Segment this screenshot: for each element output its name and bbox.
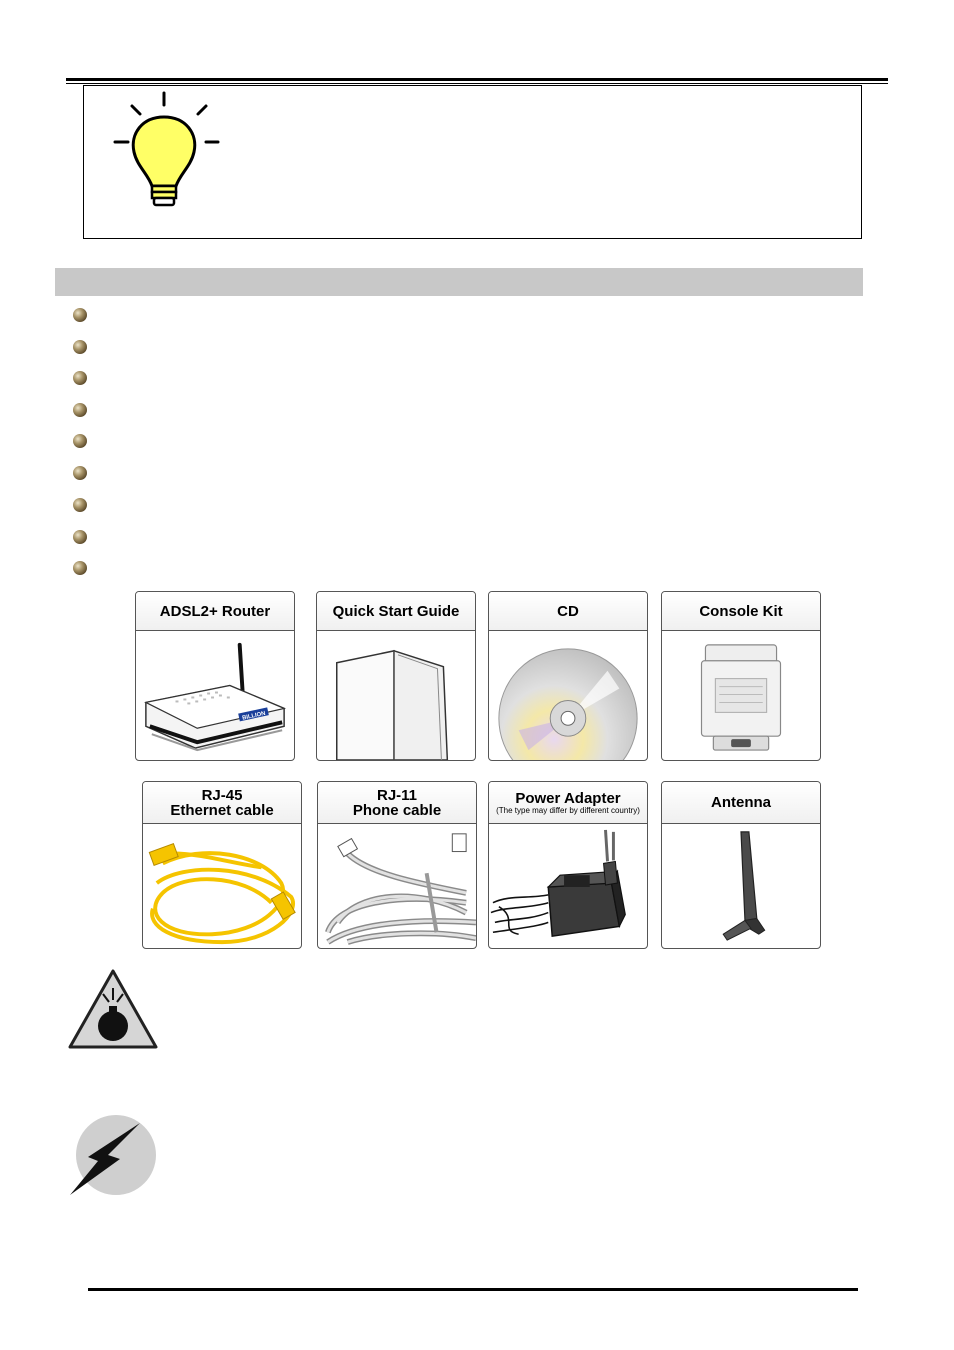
card-title: RJ-45 (201, 786, 243, 804)
package-card-console-kit (661, 591, 821, 761)
card-title: Quick Start Guide (332, 602, 460, 620)
power-adapter-icon (489, 824, 647, 948)
package-card-quick-start-guide (316, 591, 476, 761)
header-rule-thick (66, 78, 888, 81)
router-brand-label: BILLION (241, 710, 267, 722)
card-title: ADSL2+ Router (159, 602, 271, 620)
card-title: Console Kit (699, 602, 783, 620)
card-header (662, 782, 820, 824)
package-card-cd (488, 591, 648, 761)
bullet-icon (73, 434, 87, 448)
phone-cable-icon (318, 824, 476, 948)
card-title: Power Adapter (515, 789, 621, 807)
section-heading-bar (55, 268, 863, 296)
header-rule-thin (66, 83, 888, 84)
booklet-icon (317, 631, 475, 760)
router-icon (136, 631, 294, 760)
card-title: Antenna (711, 794, 771, 811)
lightning-hazard-icon (68, 1113, 158, 1197)
bullet-icon (73, 403, 87, 417)
bullet-icon (73, 530, 87, 544)
card-title-line2: Phone cable (352, 801, 442, 819)
card-title: RJ-11 (376, 786, 418, 804)
footer-rule (88, 1288, 858, 1291)
bullet-icon (73, 340, 87, 354)
card-title: CD (557, 602, 579, 620)
cd-disc-icon (489, 631, 647, 760)
lightbulb-icon (112, 90, 222, 218)
card-header (317, 592, 475, 631)
card-title-line2: Ethernet cable (170, 801, 274, 819)
antenna-icon (662, 824, 820, 948)
bullet-icon (73, 371, 87, 385)
card-header (318, 782, 476, 824)
package-card-ethernet-cable (142, 781, 302, 949)
ethernet-cable-icon (143, 824, 301, 948)
bullet-icon (73, 308, 87, 322)
card-subtitle: (The type may differ by different country) (496, 805, 640, 815)
bullet-icon (73, 498, 87, 512)
bullet-icon (73, 466, 87, 480)
bomb-warning-icon (67, 968, 159, 1050)
card-header (662, 592, 820, 631)
bullet-icon (73, 561, 87, 575)
tip-note-box (83, 85, 862, 239)
package-card-phone-cable (317, 781, 477, 949)
package-card-antenna (661, 781, 821, 949)
package-card-power-adapter (488, 781, 648, 949)
card-header (143, 782, 301, 824)
card-header (489, 592, 647, 631)
card-header (136, 592, 294, 631)
console-connector-icon (662, 631, 820, 760)
package-card-router (135, 591, 295, 761)
card-header (489, 782, 647, 824)
